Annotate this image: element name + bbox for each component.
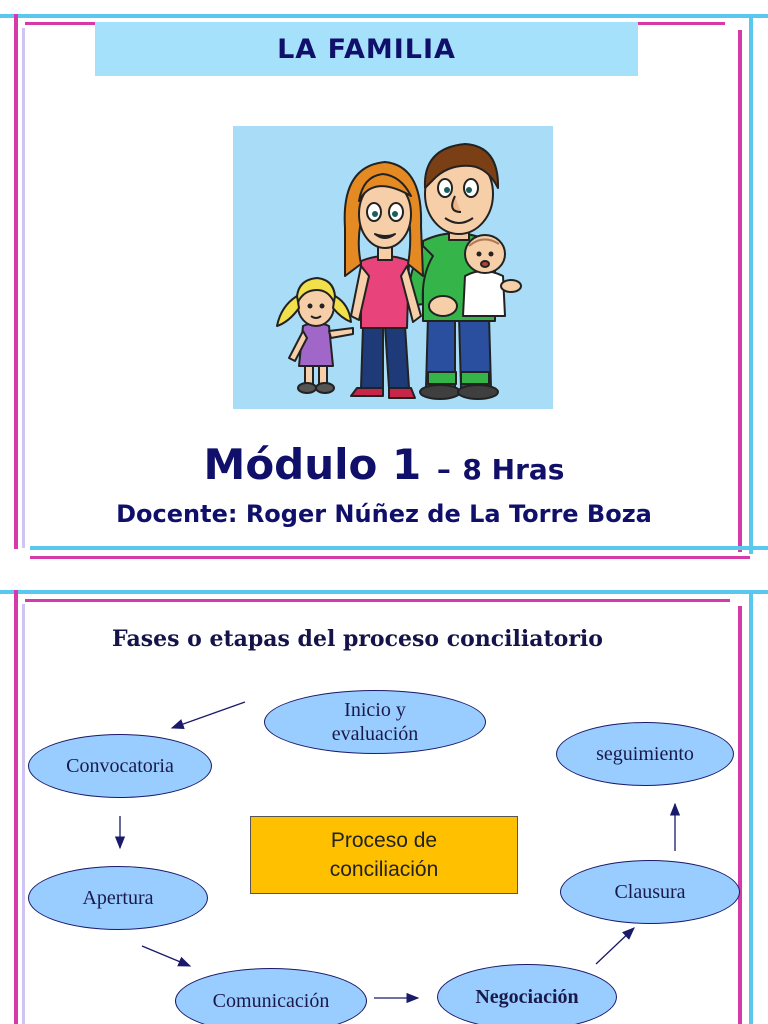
- center-process-box: [250, 816, 518, 894]
- module-heading: [0, 440, 768, 489]
- phase-inicio-line1: Inicio y: [344, 699, 406, 721]
- phase-negociacion-label: Negociación: [475, 986, 579, 1008]
- mother-figure: [345, 162, 423, 398]
- border-top-cyan: [0, 14, 768, 18]
- title-box: [95, 22, 638, 76]
- phase-apertura-label: Apertura: [82, 887, 154, 909]
- phase-comunicacion-label: Comunicación: [212, 990, 330, 1012]
- border-bottom-pink: [30, 556, 750, 559]
- phase-seguimiento: [556, 722, 734, 786]
- phase-clausura: [560, 860, 740, 924]
- arrow-apertura-comunicacion: [142, 946, 190, 966]
- phase-inicio-line2: evaluación: [331, 723, 419, 745]
- phase-seguimiento-label: seguimiento: [596, 743, 694, 765]
- border-bottom-cyan: [30, 546, 768, 550]
- girl-figure: [277, 278, 353, 393]
- phase-clausura-label: Clausura: [614, 881, 686, 903]
- slide-title: Fases o etapas del proceso conciliatorio: [112, 626, 603, 652]
- phase-apertura: [28, 866, 208, 930]
- center-line2: conciliación: [329, 858, 439, 881]
- module-hours: 8 Hras: [462, 453, 565, 486]
- slide-fases-conciliatorio: [0, 566, 768, 1024]
- phase-convocatoria-label: Convocatoria: [66, 755, 174, 777]
- center-line1: Proceso de: [330, 828, 438, 852]
- module-number: Módulo 1: [203, 440, 422, 489]
- phase-negociacion: [437, 964, 617, 1024]
- phase-inicio: [264, 690, 486, 754]
- arrow-inicio-convocatoria: [172, 702, 245, 728]
- family-illustration: [233, 126, 553, 409]
- teacher-name: Docente: Roger Núñez de La Torre Boza: [116, 500, 652, 528]
- family-drawing: [233, 126, 553, 409]
- arrow-negociacion-clausura: [596, 928, 634, 964]
- module-dash: –: [436, 453, 451, 486]
- phase-convocatoria: [28, 734, 212, 798]
- slide-title: LA FAMILIA: [277, 33, 456, 65]
